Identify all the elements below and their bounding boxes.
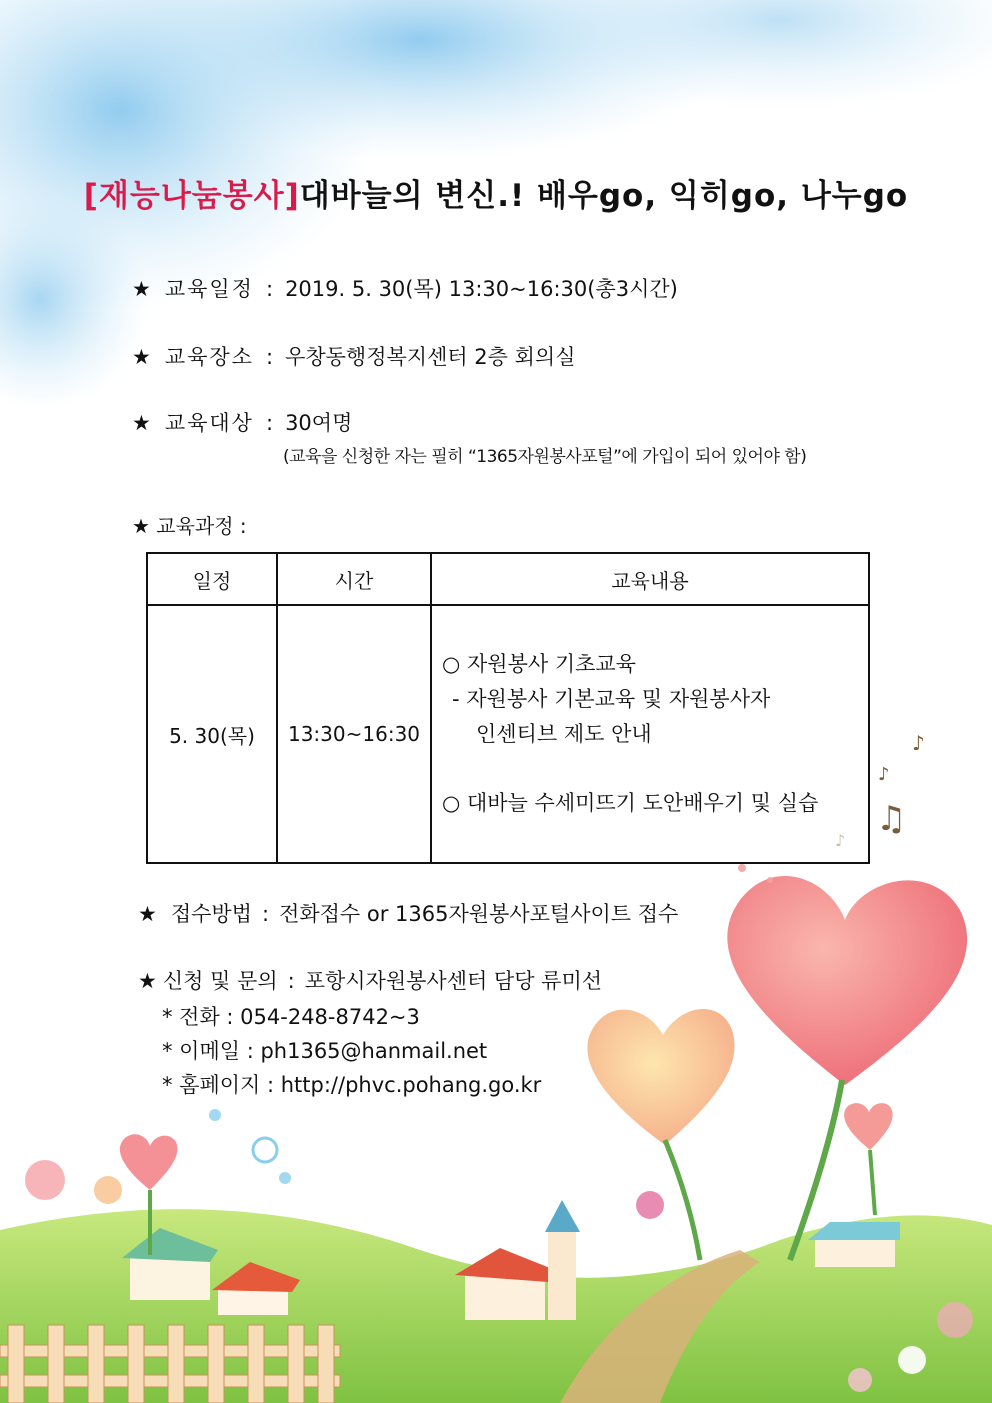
star-icon: ★ [132, 277, 151, 301]
bubble [209, 1109, 221, 1121]
header-content: 교육내용 [431, 553, 869, 605]
bubble [253, 1138, 277, 1162]
course-table [146, 552, 870, 864]
target-note: (교육을 신청한 자는 필히 “1365자원봉사포털”에 가입이 되어 있어야 함) [283, 447, 807, 467]
house-right [808, 1222, 900, 1267]
flower-corner [937, 1302, 973, 1338]
course-heading: ★ 교육과정 : [132, 514, 247, 538]
content-subitem: 인센티브 제도 안내 [476, 722, 652, 746]
star-icon: ★ [138, 902, 157, 926]
small-heart-left [120, 1134, 178, 1190]
music-note-icon: ♪ [912, 731, 925, 755]
flower-magenta [636, 1191, 664, 1219]
page-title [0, 170, 992, 215]
contact-phone: * 전화 : 054-248-8742~3 [162, 1005, 420, 1029]
title-main-part: 대바늘의 변신.! 배우go, 익히go, 나누go [299, 178, 909, 214]
table-row [147, 605, 869, 863]
info-schedule: ★ 교육일정 : 2019. 5. 30(목) 13:30~16:30(총3시간) [132, 277, 678, 301]
contact-email[interactable]: * 이메일 : ph1365@hanmail.net [162, 1039, 488, 1063]
info-value: 30여명 [285, 411, 353, 435]
contact-label: 신청 및 문의 [162, 969, 278, 993]
star-icon: ★ [132, 411, 151, 435]
apply-label: 접수방법 [170, 902, 252, 926]
content-subitem: - 자원봉사 기본교육 및 자원봉사자 [452, 687, 771, 711]
contact-info: ★ 신청 및 문의 : 포항시자원봉사센터 담당 류미선 [138, 969, 603, 993]
content-item: ○ 자원봉사 기초교육 [442, 652, 636, 676]
info-value: 우창동행정복지센터 2층 회의실 [285, 345, 576, 369]
header-time: 시간 [277, 553, 431, 605]
cell-date: 5. 30(목) [147, 605, 277, 863]
apply-method: ★ 접수방법 : 전화접수 or 1365자원봉사포털사이트 접수 [138, 902, 679, 926]
info-label: 교육일정 [164, 277, 254, 301]
header-date: 일정 [147, 553, 277, 605]
music-note-icon: ♪ [878, 764, 890, 785]
star-icon: ★ [132, 345, 151, 369]
big-heart [727, 876, 967, 1085]
star-icon: ★ [138, 969, 157, 993]
info-location: ★ 교육장소 : 우창동행정복지센터 2층 회의실 [132, 345, 576, 369]
fence [0, 1325, 340, 1403]
small-heart-right [844, 1103, 893, 1150]
house-center [455, 1200, 580, 1320]
flower-orange [94, 1176, 122, 1204]
table-header-row [147, 553, 869, 605]
music-note-icon: ♫ [876, 799, 907, 839]
info-label: 교육대상 [164, 411, 254, 435]
yellow-heart [587, 1009, 734, 1145]
cell-content [431, 605, 869, 863]
contact-value: 포항시자원봉사센터 담당 류미선 [304, 969, 603, 993]
info-target: ★ 교육대상 : 30여명 [132, 411, 353, 435]
cell-time: 13:30~16:30 [277, 605, 431, 863]
title-bracket-part: [재능나눔봉사] [83, 178, 300, 214]
bubble [279, 1172, 291, 1184]
info-value: 2019. 5. 30(목) 13:30~16:30(총3시간) [285, 277, 678, 301]
info-label: 교육장소 [164, 345, 254, 369]
content-item: ○ 대바늘 수세미뜨기 도안배우기 및 실습 [442, 791, 819, 815]
contact-details [162, 1000, 541, 1102]
flower-pink [25, 1160, 65, 1200]
yellow-heart-stem [665, 1140, 700, 1260]
apply-value: 전화접수 or 1365자원봉사포털사이트 접수 [279, 902, 679, 926]
contact-homepage[interactable]: * 홈페이지 : http://phvc.pohang.go.kr [162, 1073, 542, 1097]
